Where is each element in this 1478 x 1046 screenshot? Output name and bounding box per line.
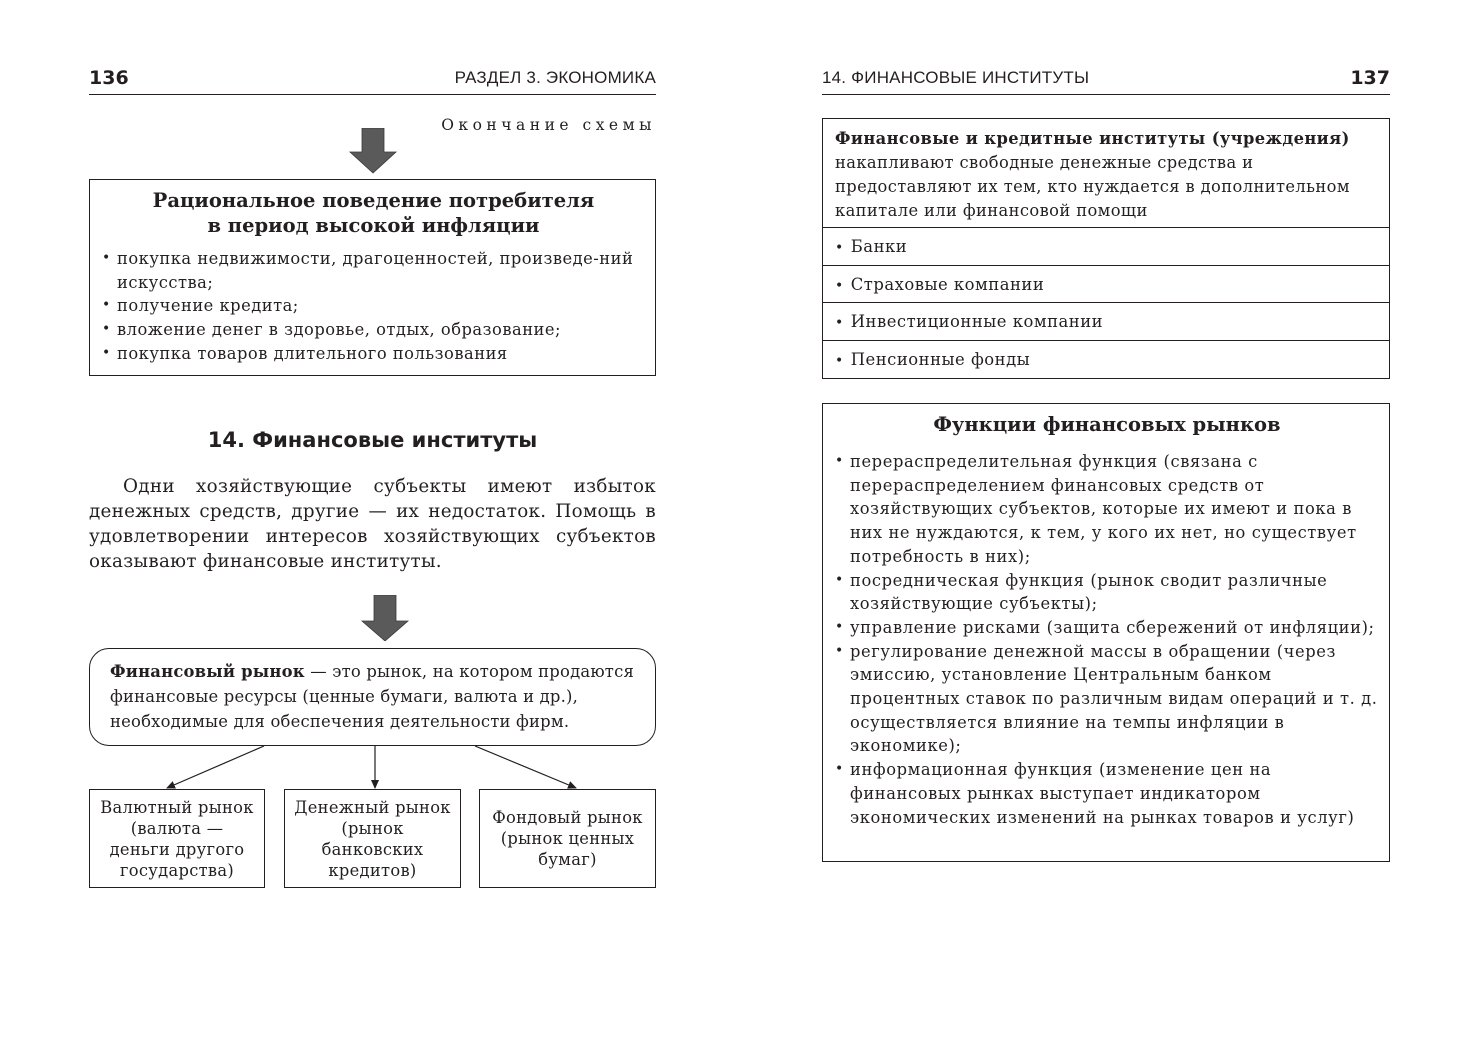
table-row <box>823 228 1389 266</box>
down-arrow-icon <box>348 128 398 174</box>
list-item: • управление рисками (защита сбережений от инфляции); <box>835 616 1379 640</box>
connector-arrows <box>89 746 656 790</box>
institutions-header-bold: Финансовые и кредитные институты (учреждения) <box>835 129 1350 148</box>
bullet-icon: • <box>835 240 844 256</box>
table-row <box>823 341 1389 379</box>
running-title: 14. ФИНАНСОВЫЕ ИНСТИТУТЫ <box>822 68 1090 87</box>
market-definition-text: — это рынок, на котором продаются финансовые ресурсы (ценные бумаги, валюта и др.), необходимые для обеспечения деятельности фирм. <box>110 662 634 731</box>
list-item: • получение кредита; <box>102 294 645 318</box>
institutions-table <box>822 118 1390 379</box>
page-number: 136 <box>89 67 129 89</box>
list-item: • покупка товаров длительного пользования <box>102 342 645 366</box>
functions-box-title: Функции финансовых рынков <box>933 413 1281 436</box>
list-item: • регулирование денежной массы в обращении (через эмиссию, установление Центральным банком процентных ставок по различным видам операций и т. д. осуществляется влияние на темпы инфляции в экономике); <box>835 640 1379 759</box>
market-term: Финансовый рынок <box>110 662 305 681</box>
intro-paragraph: Одни хозяйствующие субъекты имеют избыток денежных средств, другие — их недостаток. Помощь в удовлетворении интересов хозяйствующих субъектов оказывают финансовые институты. <box>89 476 656 572</box>
financial-market-definition <box>89 648 656 746</box>
functions-list <box>835 450 1379 829</box>
page-number: 137 <box>1350 67 1390 89</box>
list-item: • информационная функция (изменение цен на финансовых рынках выступает индикатором экономических изменений на рынках товаров и услуг) <box>835 758 1379 829</box>
rational-list <box>102 247 645 366</box>
market-functions-box <box>822 403 1390 862</box>
section-heading: 14. Финансовые институты <box>207 428 538 452</box>
running-title: РАЗДЕЛ 3. ЭКОНОМИКА <box>454 68 656 87</box>
running-head <box>89 64 656 95</box>
row-label: Инвестиционные компании <box>850 312 1104 331</box>
submarket-stock: Фондовый рынок (рынок ценных бумаг) <box>479 789 656 888</box>
row-label: Пенсионные фонды <box>850 349 1031 369</box>
list-item: • перераспределительная функция (связана с перераспределением финансовых средств от хозяйствующих субъектов, которые их имеют и пока в них не нуждаются, к тем, у кого их нет, но существует потребность в них); <box>835 450 1379 569</box>
down-arrow-icon <box>360 595 410 641</box>
title-line: в период высокой инфляции <box>207 214 540 237</box>
bullet-icon: • <box>835 352 844 369</box>
row-label: Страховые компании <box>850 274 1045 294</box>
list-item: • покупка недвижимости, драгоценностей, произведе-ний искусства; <box>102 247 645 294</box>
rational-box-title <box>102 188 645 238</box>
row-label: Банки <box>850 237 908 256</box>
institutions-header <box>823 119 1389 228</box>
scheme-end-label: Окончание схемы <box>441 116 656 134</box>
bullet-icon: • <box>835 277 844 294</box>
running-head <box>822 64 1390 95</box>
title-line: Рациональное поведение потребителя <box>152 189 595 212</box>
list-item: • посредническая функция (рынок сводит различные хозяйствующие субъекты); <box>835 569 1379 616</box>
connector-arrow-right <box>475 746 576 788</box>
table-row <box>823 266 1389 304</box>
connector-arrow-left <box>167 746 264 788</box>
institutions-header-text: накапливают свободные денежные средства и предоставляют их тем, кто нуждается в дополнительном капитале или финансовой помощи <box>835 153 1350 220</box>
rational-behavior-box <box>89 179 656 376</box>
table-row <box>823 303 1389 341</box>
bullet-icon: • <box>835 315 844 331</box>
list-item: • вложение денег в здоровье, отдых, образование; <box>102 318 645 342</box>
submarket-currency: Валютный рынок (валюта — деньги другого государства) <box>89 789 265 888</box>
submarket-money: Денежный рынок (рынок банковских кредитов) <box>284 789 461 888</box>
